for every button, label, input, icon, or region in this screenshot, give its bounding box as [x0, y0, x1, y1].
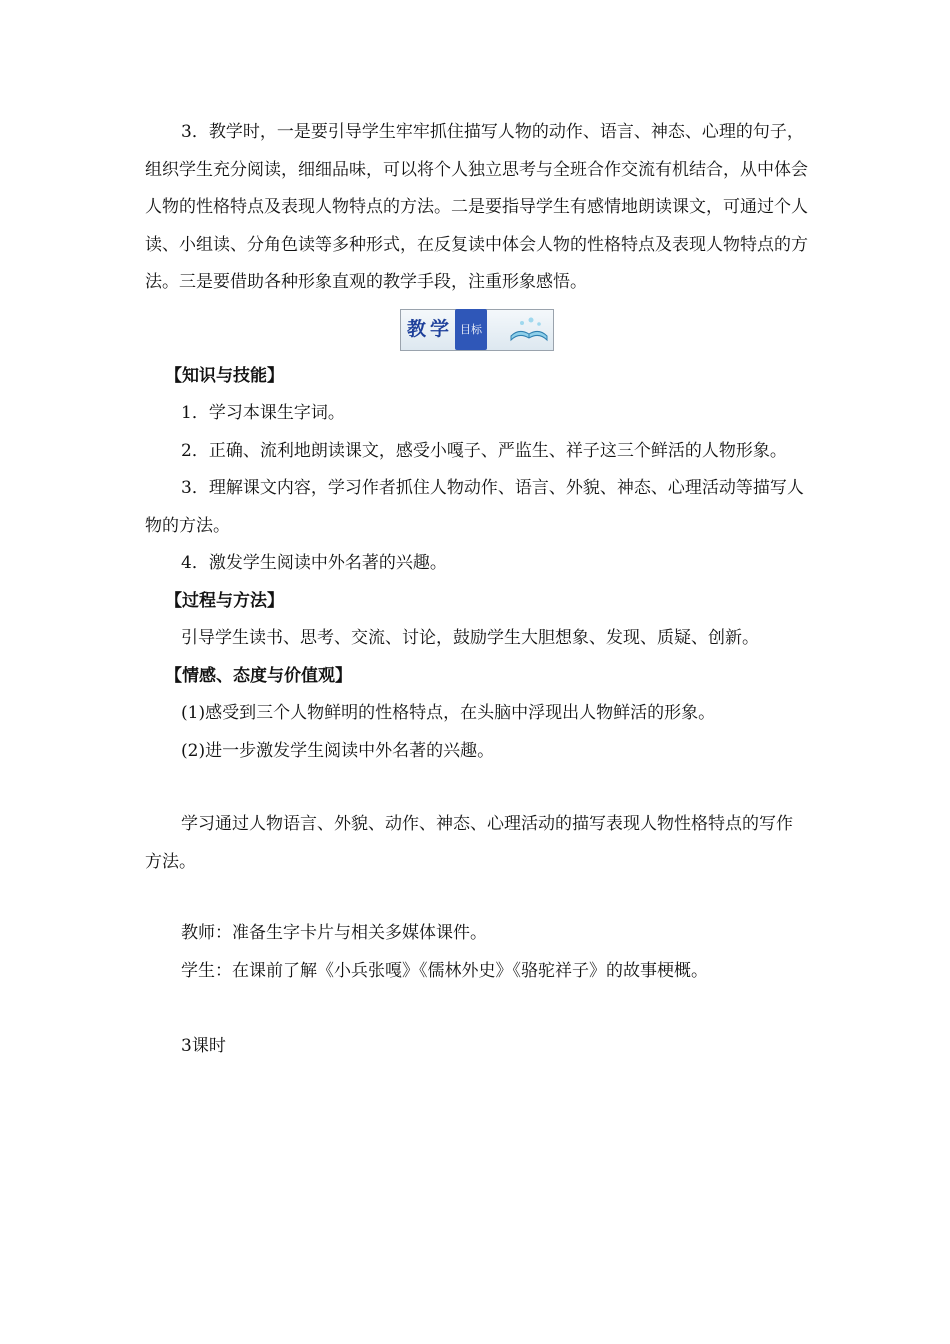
teaching-note-paragraph: 3．教学时，一是要引导学生牢牢抓住描写人物的动作、语言、神态、心理的句子，组织学生充分阅读，细细品味，可以将个人独立思考与全班合作交流有机结合，从中体会人物的性格特点及表现人物特点的方法。二是要指导学生有感情地朗读课文，可通过个人读、小组读、分角色读等多种形式，在反复读中体会人物的性格特点及表现人物特点的方法。三是要借助各种形象直观的教学手段，注重形象感悟。 [145, 122, 808, 292]
knowledge-item-2: 2．正确、流利地朗读课文，感受小嘎子、严监生、祥子这三个鲜活的人物形象。 [181, 440, 787, 461]
spacer [145, 881, 809, 915]
class-period: 3课时 [181, 1036, 226, 1056]
spacer [145, 770, 809, 806]
knowledge-item-4: 4．激发学生阅读中外名著的兴趣。 [181, 553, 447, 573]
student-preparation: 学生：在课前了解《小兵张嘎》《儒林外史》《骆驼祥子》的故事梗概。 [181, 960, 708, 981]
process-methods-heading: 【过程与方法】 [165, 590, 284, 611]
badge-tag-text: 目标 [455, 309, 487, 351]
emotion-item-2: (2)进一步激发学生阅读中外名著的兴趣。 [181, 740, 495, 761]
process-methods-text: 引导学生读书、思考、交流、讨论，鼓励学生大胆想象、发现、质疑、创新。 [181, 628, 759, 648]
emotion-item-1: (1)感受到三个人物鲜明的性格特点，在头脑中浮现出人物鲜活的形象。 [181, 703, 716, 723]
spacer [145, 990, 809, 1028]
page-content [145, 114, 809, 1066]
teaching-goals-badge [400, 309, 554, 351]
teacher-preparation: 教师：准备生字卡片与相关多媒体课件。 [181, 923, 487, 943]
knowledge-skills-heading: 【知识与技能】 [165, 365, 284, 386]
badge-main-text: 教学 [407, 317, 454, 340]
open-book-icon [509, 314, 549, 361]
key-point-paragraph: 学习通过人物语言、外貌、动作、神态、心理活动的描写表现人物性格特点的写作方法。 [145, 814, 793, 872]
knowledge-item-1: 1．学习本课生字词。 [181, 403, 345, 423]
emotion-values-heading: 【情感、态度与价值观】 [165, 665, 352, 686]
section-badge-wrap [145, 302, 809, 358]
knowledge-item-3: 3．理解课文内容，学习作者抓住人物动作、语言、外貌、神态、心理活动等描写人物的方法。 [145, 478, 804, 536]
